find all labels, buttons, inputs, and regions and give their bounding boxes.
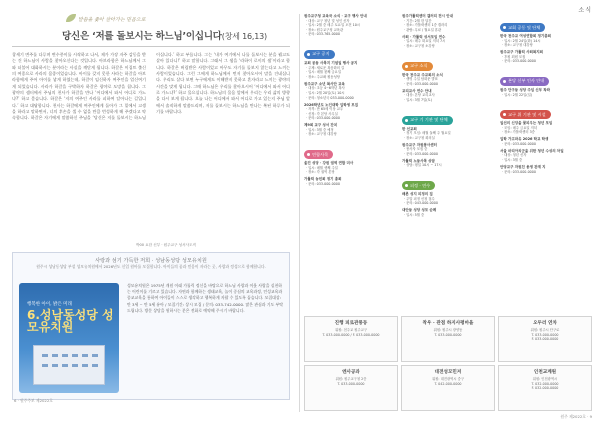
notice-item-line: · 일시: 2월 중 매주 토요일 오전 10시 [306, 23, 361, 28]
section-title-pill [402, 116, 453, 125]
headline-reference: (창세 16,13) [221, 32, 267, 41]
contact-directory [304, 316, 592, 412]
section-title-text: 연합사목 [312, 151, 329, 157]
ad-banner-tagline: 행복한 아이, 밝은 미래 [27, 302, 72, 307]
notice-item-title: 사회 · 가톨릭 성서모임 연수 [402, 34, 446, 39]
notice-item [304, 177, 396, 186]
notice-item-line: · 일시: 5월 중 [404, 212, 425, 217]
notice-item-line: · 모임: 매주 금요일 저녁 [502, 125, 538, 130]
contact-title: 인천교계원 [533, 370, 557, 375]
notice-item [304, 14, 396, 37]
notice-item-title: 원주교구 자원봉사센터 [402, 142, 438, 147]
notice-section [304, 14, 396, 37]
ad-heading: 사랑과 섬기 가득한 저희 · 성남동성당 성모유치원 [95, 258, 207, 264]
notice-item-line: · 일시: 매월 첫째 금요일 [306, 70, 342, 75]
notice-item-title: 대안동 성당 성모 순례 [402, 208, 437, 213]
notice-item [402, 73, 494, 87]
contact-box [498, 365, 592, 411]
contact-line: T. 033-000-0000 / F. 033-000-0000 [322, 332, 380, 337]
notice-item-line: · 장소: 원주교구청 교육관 [306, 27, 344, 32]
notice-item-line: · 상담: 평일 10시 ~ 17시 [404, 163, 442, 168]
notice-section [402, 172, 494, 217]
section-title-text: 교구 소식 [410, 63, 428, 69]
headline-text: 당신은 ‘저를 돌보시는 하느님’이십니다 [62, 31, 222, 42]
notice-item-line: · 주제: 새로운 복음화의 길 [306, 65, 345, 70]
notice-item-line: · 대상: 교구 청년 및 성인 신자 [306, 18, 350, 23]
page-footer-left: 6 · 원주주보 제2022호 [14, 398, 53, 403]
notice-item [402, 127, 494, 141]
contact-line: T. 033-000-0000 [337, 381, 365, 386]
notice-item-line: · 일시: 3월 중 [502, 158, 523, 163]
notice-item [402, 14, 494, 32]
contact-line: F. 032-000-0000 [531, 386, 559, 391]
notice-item [402, 192, 494, 206]
bullet-icon [307, 53, 310, 56]
notice-item [402, 159, 494, 168]
section-title-text: 본당 신부 인사 안내 [508, 78, 545, 84]
contact-line: 위원: 대전광역시 중구 [432, 377, 464, 381]
contact-box [304, 365, 398, 411]
notice-item [500, 34, 592, 48]
notices-column-2 [402, 14, 494, 314]
notice-item [402, 208, 494, 217]
contact-box [401, 365, 495, 411]
main-article [6, 6, 296, 408]
notice-item-line: · 후원 회원 모집 [502, 54, 526, 59]
contact-line: 위원: 원주시 단구로 [530, 328, 560, 332]
notice-item [304, 161, 396, 175]
notice-section [500, 14, 592, 64]
contact-line: 위원: 원주시 장양동 [433, 328, 463, 332]
section-title-text: 교구 기 기관 및 단체 [410, 117, 448, 122]
notice-item-title: 서울 마리아치군을 위한 청년 수성의 차일 [500, 148, 564, 153]
notice-item-line: · 문의: 033-000-0000 [404, 81, 438, 86]
section-title-text: 피정 · 연수 [410, 182, 431, 188]
notice-item-line: · 문의: 033-000-0000 [404, 151, 438, 156]
contact-line: T. 032-000-0000 [531, 381, 559, 386]
notice-section [402, 14, 494, 49]
leaf-icon [66, 14, 76, 22]
notice-item-line: · 주말 피정 신청 접수 [404, 196, 435, 201]
notice-item-title: 일선의 신앙을 꽃피우는 청년 모임 [500, 121, 553, 126]
bullet-icon [503, 80, 506, 83]
contact-box [304, 316, 398, 362]
notice-section [402, 53, 494, 103]
contact-title: 대전성모민저 [434, 370, 462, 375]
contact-line: 위원: 천주교 원주교구 [335, 328, 367, 332]
notice-item-line: · 봉사자 모집 중 [404, 147, 428, 152]
headline-rule [12, 46, 290, 47]
notice-item-line: · 문의: 033-765-0000 [306, 32, 340, 37]
notice-item-line: · 장소: 교구청 회의실 [404, 135, 435, 140]
notice-item-line: · 일시: 2월 20일(토) 10시 [306, 90, 345, 95]
section-label: 소식 [578, 7, 592, 14]
notice-item-line: · 대상: 청년 신자 [502, 153, 527, 158]
notice-item [500, 149, 592, 163]
notices-area [304, 14, 594, 314]
section-title-text: 교구 위 기관 및 시설 [508, 111, 546, 117]
notice-item-line: · 문의: 청소년국 033-000-0000 [306, 95, 354, 100]
notice-item-title: 원주 단구동 성당 주임 신부 착좌 [500, 87, 551, 92]
article-byline: 박00 요한 신부 · 원주교구 성서사도직 [136, 243, 197, 247]
notice-item-line: · 장소: 주교좌 원동성당 [306, 74, 340, 79]
contact-box [498, 316, 592, 362]
notice-item [402, 89, 494, 103]
bullet-icon [307, 153, 310, 156]
contact-line: F. 033-000-0000 [531, 337, 559, 342]
notices-column-3 [500, 14, 592, 314]
notice-item-title: 가톨릭 노동사목 상담 [402, 158, 435, 163]
notice-item-title: 2026학년도 노인대학 입학생 모집 [304, 102, 358, 107]
notice-item-title: 원주교구 소년 복사단 교육 [304, 81, 345, 86]
ad-body: 성모유치원은 1975년 개원 이래 가톨릭 정신을 바탕으로 하느님 사랑과 이웃 사랑을 실천하는 어린이를 기르고 있습니다. 자연과 함께하는 생태교육, 놀이 중심의 교육과정, 인성교육과 종교교육을 통하여 아이들이 스스로 생각하고 행복하게 자랄 수 있도록 돕습니다. 모집대상: 만 3세 ~ 만 5세 유아 / 모집기간: 상시 모집 / 문의: 033-742-0000. 많은 관심과 기도 부탁드립니다. 방문 상담을 원하시는 분은 전화로 예약해 주시기 바랍니다. [127, 283, 283, 313]
article-teaser: 말씀을 좇아 살아가는 믿음으로 [78, 17, 146, 23]
notice-item-line: · 생명 주일 담화문 발표 [404, 77, 438, 82]
bullet-icon [405, 184, 408, 187]
notice-section [500, 101, 592, 174]
section-title-pill [500, 110, 551, 119]
bullet-icon [503, 26, 506, 29]
ad-banner-title: 6.성남동성당 성모유치원 [27, 308, 114, 334]
section-title-pill [304, 50, 335, 59]
notice-item [304, 61, 396, 79]
bullet-icon [405, 119, 408, 122]
notice-item-title: 울진 성당 · 강원 권역 연합 미사 [304, 161, 354, 166]
notice-item-line: · 문의: 033-000-0000 [306, 181, 340, 186]
section-title-pill [500, 77, 549, 86]
section-title-pill [500, 23, 545, 32]
notice-item-title: 원주가톨릭센터 갤러리 전시 안내 [402, 14, 453, 18]
contact-title: 엔사공과 [342, 370, 360, 375]
notice-item-title: 안당교구 자원친 용생 관계 지 [500, 165, 546, 170]
bullet-icon [503, 113, 506, 116]
notice-item [500, 121, 592, 135]
notice-item-title: 교리교사 연수 안내 [402, 88, 432, 93]
notice-item-line: · 장소: 교구청 소강당 [404, 43, 435, 48]
notice-item-title: 교회 공동 사목지 기념일 행사 공지 [304, 60, 358, 65]
notice-item-line: · 장소: 가톨릭센터 3층 [502, 130, 535, 135]
section-title-pill [402, 62, 433, 71]
bullet-icon [405, 65, 408, 68]
notice-item-line: · 장소: 교구청 대강당 [502, 43, 533, 48]
notice-item-line: · 문의: 033-000-0000 [502, 169, 536, 174]
notices-column-1 [304, 14, 396, 314]
article-body: 창세기 변주를 다루며 변수풍이를 시작하고 나서, 제가 가장 자주 감동을 받는 건 하느님이 사람을 찾아오신다는 것입니다. 아브라함은 하느님께서 그와 더불어 대화하시는 분이라는 사실을 깨닫게 됩니다. 하갈은 이집트 출신의 여종으로 사라의 몸종이었습니다. 아이를 갖지 못한 사라는 하갈을 아브라함에게 주어 아이를 낳게 하였는데, 하갈이 임신하자 여주인을 업신여기게 되었습니다. 사라가 하갈을 구박하자 하갈은 광야로 도망을 칩니다. 그 광야의 샘터에서 주님의 천사가 하갈을 만나 ‘어디에서 와서 어디로 가느냐?’ 하고 묻습니다. 하갈은 ‘저의 여주인 사라를 피하여 달아나는 길입니다.’ 하고 대답합니다. 천사는 하갈에게 여주인에게 돌아가 그 밑에서 고생을 하라고 말하면서, 너의 후손을 셀 수 없을 만큼 번성하게 해 주겠다고 약속합니다. 하갈은 자기에게 말씀하신 주님을 ‘당신은 저를 돌보시는 하느님이십니다.’ 하고 부릅니다. 그는 ‘내가 여기에서 나를 돌보시는 분을 뵙고도 살아 있다니!’ 하고 말합니다. 그래서 그 샘을 ‘라하이 로이의 샘’이라고 합니다. 하갈은 버림받은 사람이었고 아무도 자기를 돌보지 않는다고 느끼는 사람이었습니다. 그런 그에게 하느님께서 먼저 찾아오시어 말을 건네십니다. 우리도 살다 보면 누구에게도 이해받지 못하고 혼자라고 느끼는 광야의 시간을 맞게 됩니다. 그때 하느님은 우리를 찾아오시어 ‘어디에서 와서 어디로 가느냐?’ 하고 물으십니다. 하느님의 물음 앞에서 우리는 우리 삶의 방향을 다시 보게 됩니다. 오늘 나는 어디에서 와서 어디로 가고 있는지 주님 앞에서 솔직하게 말씀드리며, 저를 돌보시는 하느님을 만나는 복된 하루가 되기를 바랍니다. [12, 52, 290, 121]
ad-subheading: 원주시 성남동성당 부설 성모유치원에서 2026년도 신입 원아를 모집합니다. 아이들의 꿈과 믿음이 자라는 곳, 사랑과 정성으로 함께합니다. [36, 264, 266, 269]
notice-item-line: · 대상: 초등 4~6학년 복사 [306, 86, 345, 91]
notice-item [500, 50, 592, 64]
contact-box [401, 316, 495, 362]
notice-item-line: · 문의: 033-000-0000 [502, 141, 536, 146]
section-title-text: 교구 공지 [312, 51, 330, 57]
building-illustration [33, 345, 105, 385]
notice-item-line: · 대상: 본당 교리교사 [404, 93, 435, 98]
contact-line: T. 033-000-0000 [434, 332, 462, 337]
notice-item [500, 88, 592, 97]
notice-item-line: · 문의: 033-000-0000 [306, 116, 340, 121]
notice-item-line: · 문의: 043-000-0000 [404, 201, 438, 206]
notice-item-title: 원주교구청 교육국 소식 · 교구 행사 안내 [304, 14, 367, 18]
notice-item-line: · 일시: 매주 화요일 저녁 7시 [404, 39, 446, 44]
section-title-text: 교회 공동 및 단체 [508, 24, 541, 30]
notice-item [500, 137, 592, 146]
notice-item [304, 123, 396, 137]
notice-item [304, 103, 396, 121]
notice-item [304, 82, 396, 100]
notice-section [304, 41, 396, 137]
notice-item-line: · 장소: 교구청 대강당 [306, 132, 337, 137]
notice-item-line: · 일시: 매월 셋째 주일 [306, 165, 338, 170]
notice-item-title: 한 선교회 [402, 126, 417, 131]
contact-title: 진행 피로관통동 [334, 321, 368, 326]
contact-line: 위원: 인천광역시 [532, 377, 558, 381]
article-headline [62, 28, 267, 42]
section-title-pill [402, 181, 435, 190]
notice-section [500, 68, 592, 97]
notice-item-line: · 문의: 033-000-0000 [502, 59, 536, 64]
notice-item-line: · 정기 모임: 매월 둘째 주 월요일 [404, 131, 451, 136]
kindergarten-ad [12, 252, 290, 400]
notice-item-line: · 일시: 3월 중 예정 [306, 127, 334, 132]
notice-item-title: 한국 천주교 주교회의 소식 [402, 72, 443, 77]
notice-item-title: 입학 가고파유 2026 학교 학생 [500, 137, 549, 142]
notice-item [402, 143, 494, 157]
notice-item-title: 가톨릭 농민회 정기 총회 [304, 177, 342, 182]
section-title-pill [304, 150, 333, 159]
contact-line: T. 042-000-0000 [434, 381, 462, 386]
notice-item-line: · 자격: 만 65세 이상 교우 [306, 107, 344, 112]
contact-line: T. 033-000-0000 [531, 332, 559, 337]
notice-item-line: · 장소: 가톨릭센터 1층 갤러리 [404, 23, 448, 28]
contact-line: 위원: 원주교구청 2층 [335, 377, 367, 381]
contact-title: 착우 · 관점 하지사평마을 [422, 321, 474, 326]
contact-title: 오두러 연차 [533, 321, 557, 326]
notice-item-line: · 장소: 각 권역 본당 [306, 170, 335, 175]
notice-item-line: · 신청: 각 본당 사무실 [306, 111, 338, 116]
notice-item-title: 제9회 교구 성서 잔치 [304, 123, 338, 128]
notice-item-title: 배론 성지 피정의 집 [402, 192, 433, 197]
page-footer-right: 원주 제2022호 · 9 [560, 414, 592, 419]
notice-item-title: 원주교구 가톨릭 사회복지회 [500, 50, 544, 55]
ad-banner-image [19, 283, 119, 393]
notice-item [500, 165, 592, 174]
notice-item-line: · 관람: 무료 / 월요일 휴관 [404, 27, 442, 32]
column-divider [299, 14, 300, 412]
notice-section [304, 141, 396, 186]
notice-item-title: 한국 천주교 여성연합회 정기총회 [500, 34, 551, 38]
notice-item-line: · 일시: 2월 24일(화) 14시 [502, 38, 541, 43]
notice-item-line: · 일시: 2월 22일(일) [502, 92, 533, 97]
notice-section [402, 107, 494, 169]
notice-item-line: · 기간: 2월 한 달간 [404, 18, 432, 23]
notice-item-line: · 일시: 3월 7일(토) [404, 97, 432, 102]
notice-item [402, 35, 494, 49]
